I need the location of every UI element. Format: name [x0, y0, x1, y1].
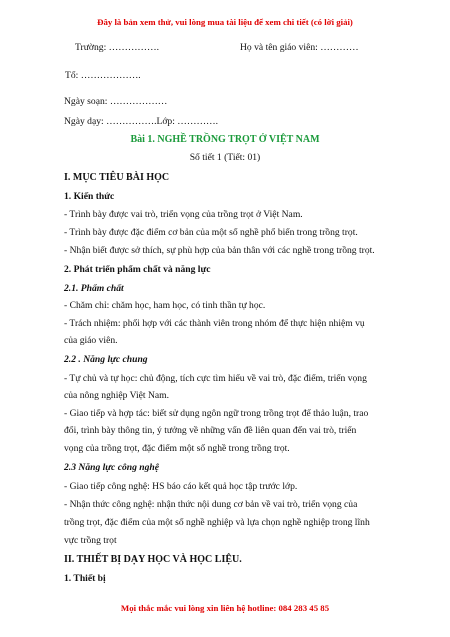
tech-line: - Nhận thức công nghệ: nhận thức nội dung cơ bản về vai trò, triển vọng của	[64, 499, 358, 510]
general-line: vọng của trồng trọt, đặc điểm một số nghề trong trồng trọt.	[64, 443, 290, 454]
general-line: của nông nghiệp Việt Nam.	[64, 390, 170, 401]
section-objectives-title: I. MỤC TIÊU BÀI HỌC	[64, 172, 170, 183]
knowledge-title: 1. Kiến thức	[64, 191, 115, 202]
quality-title: 2.1. Phẩm chất	[64, 283, 124, 294]
general-line: đổi, trình bày thông tin, ý tưởng về những vấn đề liên quan đến vai trò, triển	[64, 425, 357, 436]
teach-date-field: Ngày dạy: …………….Lớp: ………….	[64, 116, 219, 127]
knowledge-item: - Trình bày được vai trò, triển vọng của trồng trọt ở Việt Nam.	[64, 209, 303, 220]
quality-line: - Chăm chỉ: chăm học, ham học, có tinh thần tự học.	[64, 300, 266, 311]
quality-line: của giáo viên.	[64, 335, 118, 346]
header-banner: Đây là bản xem thử, vui lòng mua tài liệu để xem chi tiết (có lời giải)	[97, 17, 353, 27]
prep-date-field: Ngày soạn: ………………	[64, 96, 168, 107]
tech-line: trồng trọt, đặc điểm của một số nghề nghiệp và lựa chọn nghề nghiệp trong lĩnh	[64, 517, 370, 528]
tech-competence-title: 2.3 Năng lực công nghệ	[64, 462, 160, 473]
general-line: - Giao tiếp và hợp tác: biết sử dụng ngôn ngữ trong trồng trọt để thảo luận, trao	[64, 408, 369, 419]
teacher-field: Họ và tên giáo viên: …………	[240, 42, 359, 53]
tech-line: - Giao tiếp công nghệ: HS báo cáo kết quả học tập trước lớp.	[64, 481, 298, 492]
knowledge-item: - Nhận biết được sở thích, sự phù hợp của bản thân với các nghề trong trồng trọt.	[64, 245, 375, 256]
development-title: 2. Phát triển phẩm chất và năng lực	[64, 264, 211, 275]
general-competence-title: 2.2 . Năng lực chung	[64, 354, 148, 365]
knowledge-item: - Trình bày được đặc điểm cơ bản của một số nghề phổ biến trong trồng trọt.	[64, 227, 358, 238]
equipment-title: 1. Thiết bị	[64, 573, 106, 584]
quality-line: - Trách nhiệm: phối hợp với các thành viên trong nhóm để thực hiện nhiệm vụ	[64, 318, 365, 329]
footer-banner: Mọi thắc mắc vui lòng xin liên hệ hotline: 084 283 45 85	[120, 603, 330, 613]
section-equipment-title: II. THIẾT BỊ DẠY HỌC VÀ HỌC LIỆU.	[64, 554, 242, 565]
general-line: - Tự chủ và tự học: chủ động, tích cực tìm hiểu về vai trò, đặc điểm, triển vọng	[64, 373, 367, 384]
period-line: Số tiết 1 (Tiết: 01)	[189, 152, 261, 163]
group-field: Tổ: ……………….	[65, 70, 141, 81]
school-field: Trường: …………….	[75, 42, 160, 53]
tech-line: vực trồng trọt	[64, 535, 117, 546]
lesson-title: Bài 1. NGHỀ TRỒNG TRỌT Ở VIỆT NAM	[130, 134, 320, 145]
